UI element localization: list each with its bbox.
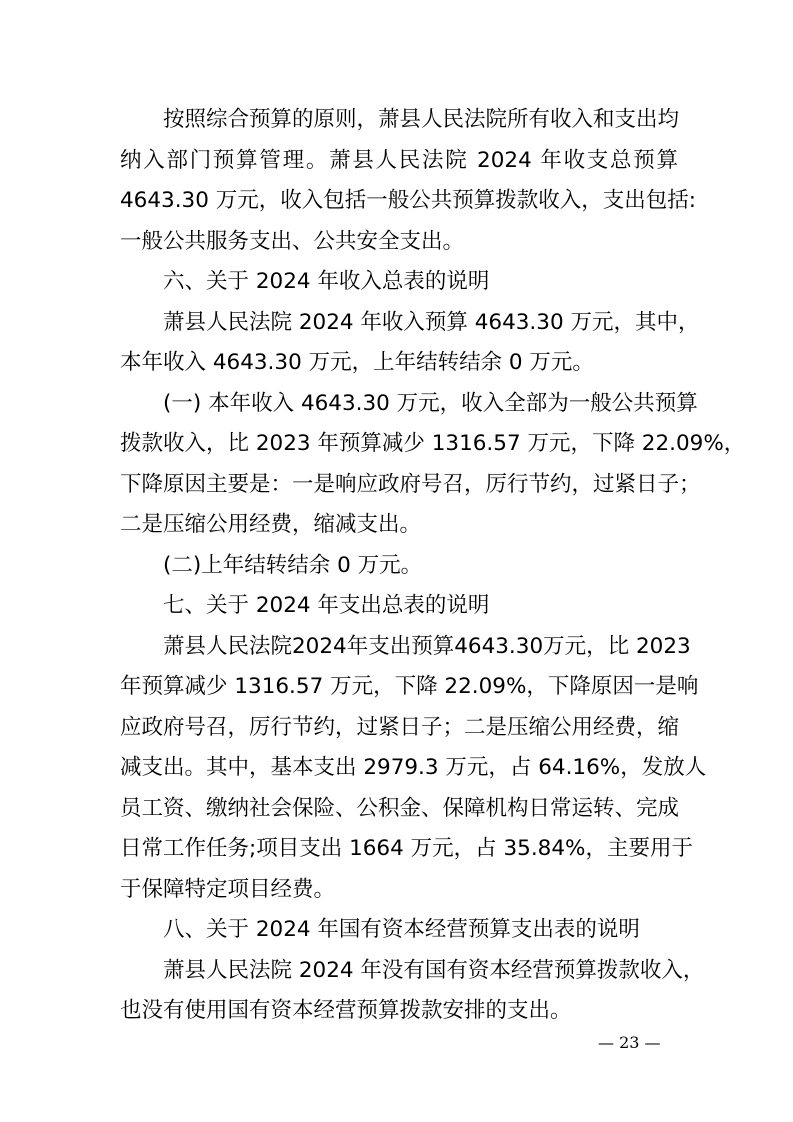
text-line-1: 按照综合预算的原则，萧县人民法院所有收入和支出均 [163, 107, 680, 132]
text-line-12: (二)上年结转结余 0 万元。 [163, 552, 423, 578]
text-line-4: 一般公共服务支出、公共安全支出。 [120, 228, 465, 254]
body-text [120, 100, 746, 1032]
text-line-14: 萧县人民法院2024年支出预算4643.30万元，比 2023 [163, 633, 691, 659]
text-line-17: 减支出。其中，基本支出 2979.3 万元，占 64.16%，发放人 [120, 755, 707, 780]
text-line-11: 二是压缩公用经费，缩减支出。 [120, 512, 422, 537]
text-line-23: 也没有使用国有资本经营预算拨款安排的支出。 [120, 998, 572, 1023]
text-line-16: 应政府号召，厉行节约，过紧日子；二是压缩公用经费，缩 [120, 714, 680, 740]
section-heading-6: 六、关于 2024 年收入总表的说明 [163, 269, 490, 294]
text-line-2: 纳入部门预算管理。萧县人民法院 2024 年收支总预算 [120, 147, 678, 173]
page-number: — 23 — [598, 1033, 661, 1052]
text-line-10: 下降原因主要是：一是响应政府号召，厉行节约，过紧日子； [120, 471, 701, 497]
text-line-6: 萧县人民法院 2024 年收入预算 4643.30 万元，其中， [163, 309, 700, 335]
section-heading-8: 八、关于 2024 年国有资本经营预算支出表的说明 [163, 917, 640, 942]
text-line-3: 4643.30 万元，收入包括一般公共预算拨款收入，支出包括: [120, 188, 696, 213]
text-line-22: 萧县人民法院 2024 年没有国有资本经营预算拨款收入， [163, 957, 705, 983]
text-line-7: 本年收入 4643.30 万元，上年结转结余 0 万元。 [120, 350, 594, 375]
text-line-15: 年预算减少 1316.57 万元，下降 22.09%，下降原因一是响 [120, 674, 699, 699]
text-line-8: (一) 本年收入 4643.30 万元，收入全部为一般公共预算 [163, 390, 698, 416]
section-heading-7: 七、关于 2024 年支出总表的说明 [163, 593, 490, 618]
text-line-9: 拨款收入，比 2023 年预算减少 1316.57 万元，下降 22.09%， [120, 431, 746, 456]
text-line-18: 员工资、缴纳社会保险、公积金、保障机构日常运转、完成 [120, 795, 680, 821]
text-line-19: 日常工作任务;项目支出 1664 万元，占 35.84%，主要用于 [120, 836, 693, 861]
text-line-20: 于保障特定项目经费。 [120, 876, 336, 902]
